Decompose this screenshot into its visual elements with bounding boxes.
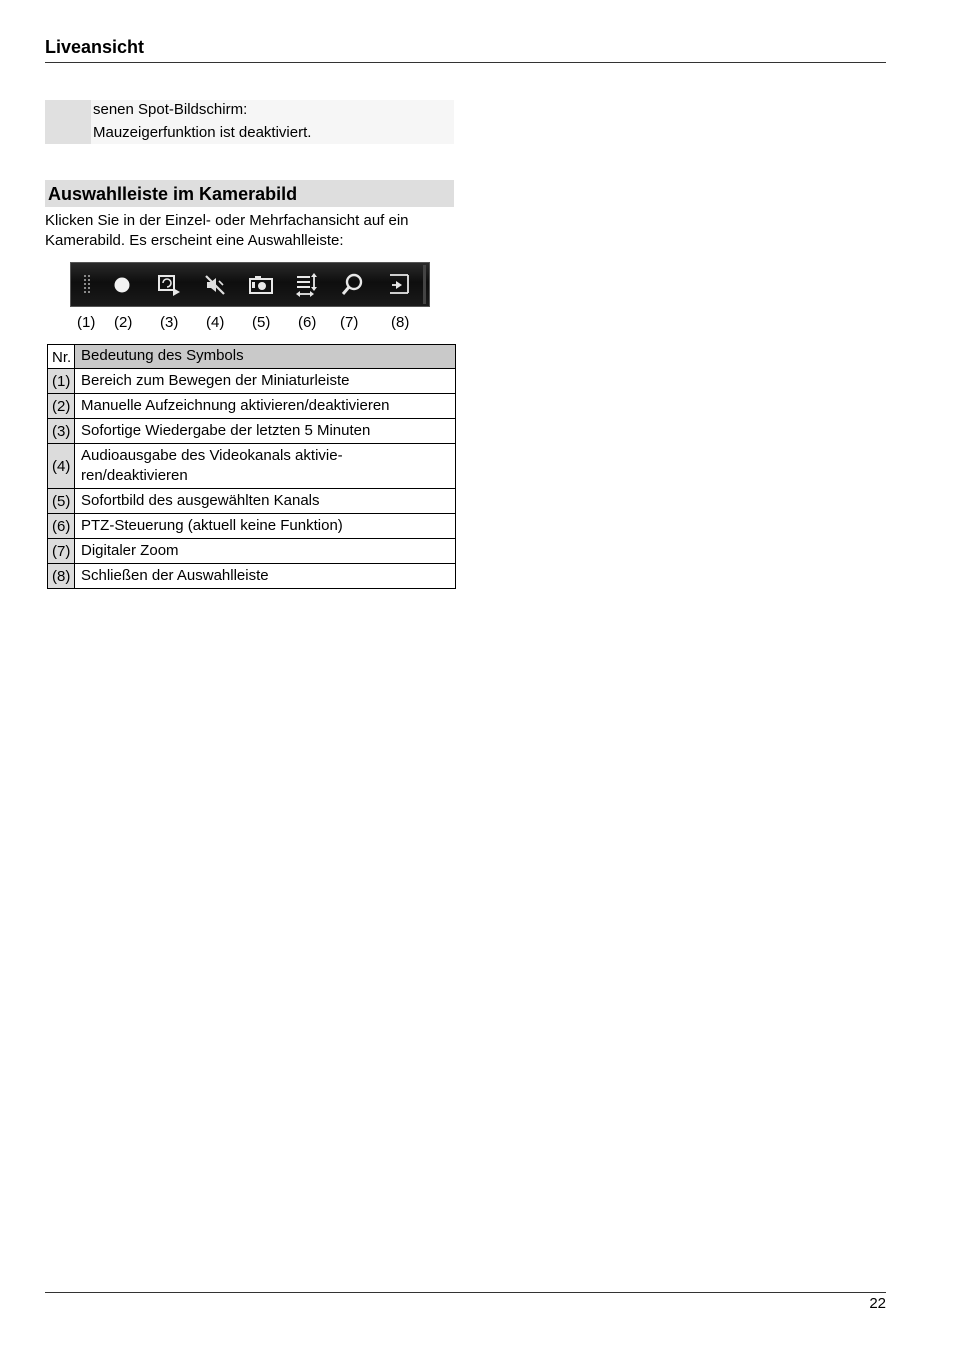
toolbar-number-label: (1) xyxy=(77,314,96,331)
section-heading-bar xyxy=(45,180,454,207)
table-cell-description: Digitaler Zoom xyxy=(75,539,456,564)
description-line-2: ren/deaktivieren xyxy=(81,467,188,484)
toolbar-number-label: (2) xyxy=(114,314,133,331)
intro-text-line-1: Klicken Sie in der Einzel- oder Mehrfachansicht auf ein xyxy=(45,212,409,229)
table-cell-nr: (4) xyxy=(48,444,75,489)
table-header-description: Bedeutung des Symbols xyxy=(75,345,456,369)
table-row xyxy=(48,539,456,564)
toolbar-number-label: (5) xyxy=(252,314,271,331)
audio-mute-icon[interactable] xyxy=(201,271,229,299)
table-row xyxy=(48,369,456,394)
snapshot-icon[interactable] xyxy=(247,271,275,299)
page-header-title: Liveansicht xyxy=(45,37,145,57)
table-cell-nr: (2) xyxy=(48,394,75,419)
table-cell-description xyxy=(75,444,456,489)
table-row xyxy=(48,419,456,444)
intro-text-line-2: Kamerabild. Es erscheint eine Auswahlleiste: xyxy=(45,232,344,249)
table-cell-description: PTZ-Steuerung (aktuell keine Funktion) xyxy=(75,514,456,539)
table-cell-description: Manuelle Aufzeichnung aktivieren/deaktivieren xyxy=(75,394,456,419)
record-icon[interactable] xyxy=(108,271,136,299)
table-row xyxy=(48,564,456,589)
table-row xyxy=(48,489,456,514)
toolbar-number-label: (6) xyxy=(298,314,317,331)
description-line-1: Audioausgabe des Videokanals aktivie- xyxy=(81,447,343,464)
table-row xyxy=(48,394,456,419)
symbol-meaning-table xyxy=(47,344,456,589)
table-header-nr: Nr. xyxy=(48,345,75,369)
continuation-line-1: senen Spot-Bildschirm: xyxy=(93,101,248,118)
drag-handle-icon[interactable] xyxy=(73,271,101,299)
section-heading: Auswahlleiste im Kamerabild xyxy=(48,184,298,204)
continuation-left-cell xyxy=(45,100,91,144)
table-row xyxy=(48,444,456,489)
toolbar-number-label: (4) xyxy=(206,314,225,331)
table-cell-nr: (6) xyxy=(48,514,75,539)
toolbar-number-label: (8) xyxy=(391,314,410,331)
close-toolbar-icon[interactable] xyxy=(386,271,414,299)
table-cell-description: Schließen der Auswahlleiste xyxy=(75,564,456,589)
table-cell-nr: (8) xyxy=(48,564,75,589)
table-cell-description: Bereich zum Bewegen der Miniaturleiste xyxy=(75,369,456,394)
table-cell-description: Sofortbild des ausgewählten Kanals xyxy=(75,489,456,514)
toolbar-edge xyxy=(423,265,426,304)
ptz-icon[interactable] xyxy=(293,271,321,299)
table-cell-description: Sofortige Wiedergabe der letzten 5 Minuten xyxy=(75,419,456,444)
table-cell-nr: (3) xyxy=(48,419,75,444)
continuation-table-row xyxy=(45,100,454,144)
zoom-icon[interactable] xyxy=(339,271,367,299)
header-divider xyxy=(45,62,886,63)
table-row xyxy=(48,514,456,539)
camera-selection-toolbar xyxy=(70,262,430,307)
page-number: 22 xyxy=(869,1295,886,1312)
table-cell-nr: (5) xyxy=(48,489,75,514)
continuation-line-2: Mauzeigerfunktion ist deaktiviert. xyxy=(93,124,312,141)
toolbar-number-label: (3) xyxy=(160,314,179,331)
table-cell-nr: (1) xyxy=(48,369,75,394)
table-cell-nr: (7) xyxy=(48,539,75,564)
table-header-row xyxy=(48,345,456,369)
toolbar-number-label: (7) xyxy=(340,314,359,331)
playback-icon[interactable] xyxy=(155,271,183,299)
footer-divider xyxy=(45,1292,886,1293)
